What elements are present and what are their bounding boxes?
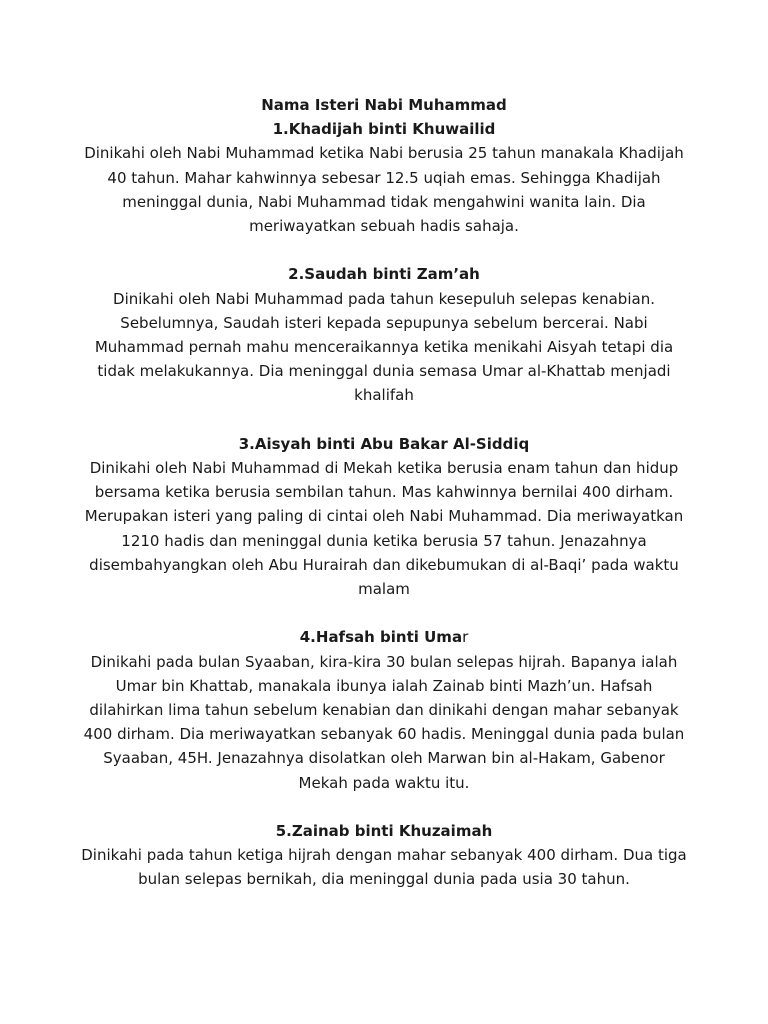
section-heading-text: 2.Saudah binti Zam’ah [288,265,480,284]
section-body: Dinikahi oleh Nabi Muhammad ketika Nabi berusia 25 tahun manakala Khadijah 40 tahun. Mahar kahwinnya sebesar 12.5 uqiah emas. Sehingga Khadijah meninggal dunia, Nabi Muhammad tidak mengahwini wanita lain. Dia meriwayatkan sebuah hadis sahaja. [84,144,684,236]
section-heading [80,432,688,456]
section-heading [80,117,688,141]
section-heading [80,262,688,286]
section-heading [80,819,688,843]
section-aisyah [80,432,688,601]
section-body: Dinikahi oleh Nabi Muhammad pada tahun kesepuluh selepas kenabian. Sebelumnya, Saudah isteri kepada sepupunya sebelum bercerai. Nabi Muhammad pernah mahu menceraikannya ketika menikahi Aisyah tetapi dia tidak melakukannya. Dia meninggal dunia semasa Umar al-Khattab menjadi khalifah [94,289,674,405]
section-khadijah [80,117,688,238]
section-hafsah [80,625,688,794]
document-page [80,93,688,916]
section-heading-text: 5.Zainab binti Khuzaimah [275,822,493,841]
section-saudah [80,262,688,407]
section-body: Dinikahi oleh Nabi Muhammad di Mekah ketika berusia enam tahun dan hidup bersama ketika berusia sembilan tahun. Mas kahwinnya bernilai 400 dirham. Merupakan isteri yang paling di cintai oleh Nabi Muhammad. Dia meriwayatkan 1210 hadis dan meninggal dunia ketika berusia 57 tahun. Jenazahnya disembahyangkan oleh Abu Hurairah dan dikebumukan di al-Baqi’ pada waktu malam [84,459,684,599]
section-heading-text: 1.Khadijah binti Khuwailid [272,120,496,139]
section-heading-text: 4.Hafsah binti Uma [299,628,463,647]
section-zainab [80,819,688,892]
section-body: Dinikahi pada tahun ketiga hijrah dengan mahar sebanyak 400 dirham. Dua tiga bulan selepas bernikah, dia meninggal dunia pada usia 30 tahun. [81,846,687,889]
section-body: Dinikahi pada bulan Syaaban, kira-kira 30 bulan selepas hijrah. Bapanya ialah Umar bin Khattab, manakala ibunya ialah Zainab binti Mazh’un. Hafsah dilahirkan lima tahun sebelum kenabian dan dinikahi dengan mahar sebanyak 400 dirham. Dia meriwayatkan sebanyak 60 hadis. Meninggal dunia pada bulan Syaaban, 45H. Jenazahnya disolatkan oleh Marwan bin al-Hakam, Gabenor Mekah pada waktu itu. [83,652,685,792]
section-heading-text: 3.Aisyah binti Abu Bakar Al-Siddiq [238,434,530,453]
document-title: Nama Isteri Nabi Muhammad [261,96,507,114]
section-heading-tail: r [462,628,469,647]
section-heading [80,625,688,649]
